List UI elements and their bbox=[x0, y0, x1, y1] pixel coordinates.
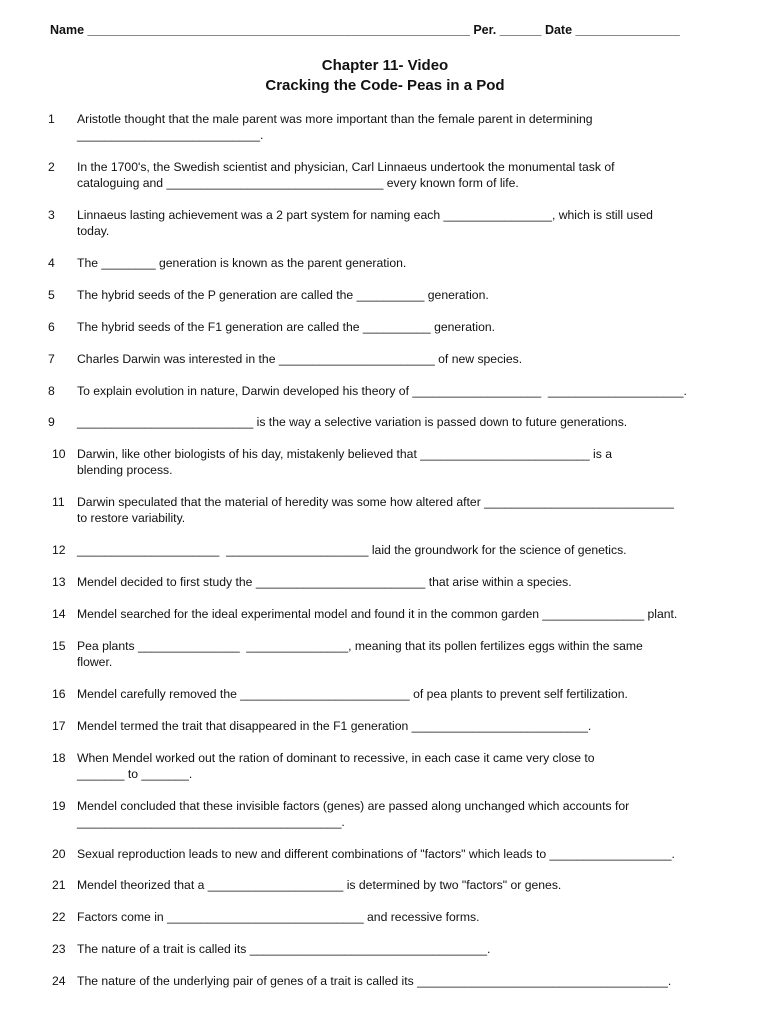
question-number: 13 bbox=[52, 575, 66, 589]
question-number: 18 bbox=[52, 751, 66, 765]
question-text: Linnaeus lasting achievement was a 2 part system for naming each ________________, which is still used today. bbox=[77, 208, 653, 238]
question-text: To explain evolution in nature, Darwin developed his theory of ___________________ ____________________. bbox=[77, 384, 687, 398]
question-text: The hybrid seeds of the F1 generation are called the __________ generation. bbox=[77, 320, 496, 334]
question-text: _____________________ _____________________ laid the groundwork for the science of genetics. bbox=[77, 543, 627, 557]
question-text: Darwin, like other biologists of his day, mistakenly believed that _________________________ is a blending process. bbox=[77, 447, 613, 477]
question-number: 15 bbox=[52, 639, 66, 653]
question-text: The nature of the underlying pair of genes of a trait is called its _____________________________________. bbox=[77, 974, 672, 988]
question-text: Mendel searched for the ideal experimental model and found it in the common garden _______________ plant. bbox=[77, 607, 678, 621]
question-number: 22 bbox=[52, 910, 66, 924]
question-number: 6 bbox=[48, 320, 55, 334]
question-number: 8 bbox=[48, 384, 55, 398]
question-text: Aristotle thought that the male parent was more important than the female parent in determining ___________________________. bbox=[77, 112, 593, 142]
title-block bbox=[0, 56, 770, 96]
name-period-date-line: Name _______________________________________________________ Per. ______ Date _______________ bbox=[50, 23, 680, 37]
question-number: 12 bbox=[52, 543, 66, 557]
chapter-title: Chapter 11- Video bbox=[321, 57, 449, 74]
question-text: __________________________ is the way a selective variation is passed down to future generations. bbox=[77, 415, 628, 429]
question-text: Mendel decided to first study the _________________________ that arise within a species. bbox=[77, 575, 572, 589]
question-text: In the 1700's, the Swedish scientist and physician, Carl Linnaeus undertook the monumental task of cataloguing and ________________________________ every known form of life. bbox=[77, 160, 615, 190]
question-text: Mendel termed the trait that disappeared in the F1 generation __________________________. bbox=[77, 719, 592, 733]
question-text: Mendel theorized that a ____________________ is determined by two "factors" or genes. bbox=[77, 878, 562, 892]
question-number: 17 bbox=[52, 719, 66, 733]
question-number: 20 bbox=[52, 847, 66, 861]
question-number: 1 bbox=[48, 112, 55, 126]
question-text: Mendel carefully removed the _________________________ of pea plants to prevent self fertilization. bbox=[77, 687, 628, 701]
question-number: 14 bbox=[52, 607, 66, 621]
question-text: Charles Darwin was interested in the _______________________ of new species. bbox=[77, 352, 523, 366]
question-text: The hybrid seeds of the P generation are called the __________ generation. bbox=[77, 288, 489, 302]
question-text: Factors come in _____________________________ and recessive forms. bbox=[77, 910, 480, 924]
question-text: The nature of a trait is called its ___________________________________. bbox=[77, 942, 491, 956]
question-number: 9 bbox=[48, 415, 55, 429]
video-title: Cracking the Code- Peas in a Pod bbox=[265, 77, 505, 94]
question-text: Mendel concluded that these invisible factors (genes) are passed along unchanged which accounts for _______________________________________. bbox=[77, 799, 630, 829]
question-number: 24 bbox=[52, 974, 66, 988]
question-number: 23 bbox=[52, 942, 66, 956]
question-number: 4 bbox=[48, 256, 55, 270]
question-text: Darwin speculated that the material of heredity was some how altered after ____________________________ to restore variability. bbox=[77, 495, 674, 525]
question-number: 3 bbox=[48, 208, 55, 222]
question-number: 19 bbox=[52, 799, 66, 813]
question-text: When Mendel worked out the ration of dominant to recessive, in each case it came very close to _______ to _______. bbox=[77, 751, 595, 781]
question-text: Pea plants _______________ _______________, meaning that its pollen fertilizes eggs within the same flower. bbox=[77, 639, 643, 669]
question-number: 7 bbox=[48, 352, 55, 366]
question-text: Sexual reproduction leads to new and different combinations of "factors" which leads to __________________. bbox=[77, 847, 675, 861]
question-number: 21 bbox=[52, 878, 66, 892]
question-number: 11 bbox=[52, 495, 65, 509]
question-number: 5 bbox=[48, 288, 55, 302]
question-number: 2 bbox=[48, 160, 55, 174]
question-text: The ________ generation is known as the parent generation. bbox=[77, 256, 407, 270]
question-number: 16 bbox=[52, 687, 66, 701]
question-number: 10 bbox=[52, 447, 66, 461]
